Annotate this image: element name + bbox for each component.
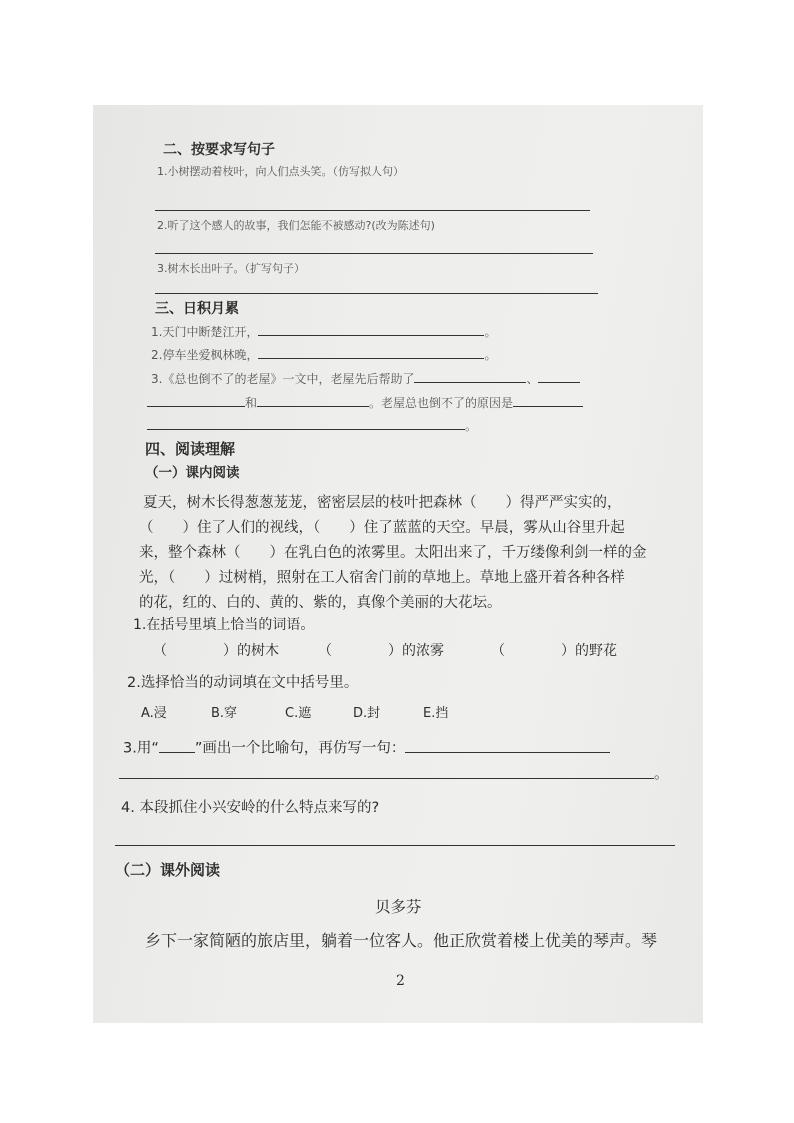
- option-e: E.挡: [423, 706, 449, 721]
- passage-line: 夏天，树木长得葱葱茏茏，密密层层的枝叶把森林（ ）得严严实实的，: [143, 495, 622, 511]
- fill-blank[interactable]: [405, 737, 610, 753]
- section3-question-3: 3.《总也倒不了的老屋》一文中，老屋先后帮助了 、: [151, 370, 580, 386]
- story-title: 贝多芬: [375, 898, 422, 916]
- section2-question-1: 1.小树摆动着枝叶，向人们点头笑。（仿写拟人句）: [157, 165, 404, 178]
- section4-title: 四、阅读理解: [145, 440, 236, 458]
- fill-blank[interactable]: [538, 370, 580, 383]
- section3-question-3-end: 。: [147, 417, 477, 433]
- fill-blank[interactable]: [258, 323, 484, 336]
- fill-blank[interactable]: [513, 394, 583, 407]
- fill-item-fog[interactable]: （ ）的浓雾: [318, 643, 444, 659]
- section3-question-3-cont: 和 。老屋总也倒不了的原因是: [147, 394, 583, 410]
- passage-line: 光，（ ）过树梢，照射在工人宿舍门前的草地上。草地上盛开着各种各样: [139, 570, 625, 586]
- section2-title: 二、按要求写句子: [163, 142, 275, 158]
- section3-question-1: 1.天门中断楚江开， 。: [151, 325, 497, 339]
- passage-line: （ ）住了人们的视线，（ ）住了蓝蓝的天空。早晨，雾从山谷里升起: [139, 520, 625, 536]
- reading-question-2: 2.选择恰当的动词填在文中括号里。: [127, 675, 359, 691]
- story-first-line: 乡下一家简陋的旅店里，躺着一位客人。他正欣赏着楼上优美的琴声。琴: [145, 931, 658, 950]
- underline-sample: [159, 737, 195, 753]
- option-c: C.遮: [285, 706, 312, 721]
- worksheet-page: [93, 105, 703, 1023]
- answer-line[interactable]: [155, 293, 598, 294]
- option-b: B.穿: [211, 706, 238, 721]
- fill-blank[interactable]: [147, 394, 245, 407]
- part2-title: （二）课外阅读: [115, 861, 221, 879]
- passage-line: 来，整个森林（ ）在乳白色的浓雾里。太阳出来了，千万缕像利剑一样的金: [139, 545, 647, 561]
- part1-title: （一）课内阅读: [145, 465, 240, 481]
- fill-blank[interactable]: [258, 346, 484, 359]
- answer-line[interactable]: [155, 253, 593, 254]
- section3-title: 三、日积月累: [155, 301, 239, 317]
- section2-question-2: 2.听了这个感人的故事，我们怎能不被感动?(改为陈述句): [157, 219, 435, 232]
- answer-line[interactable]: [115, 845, 675, 846]
- section3-question-2: 2.停车坐爱枫林晚， 。: [151, 348, 497, 362]
- fill-item-trees[interactable]: （ ）的树木: [153, 643, 279, 659]
- section2-question-3: 3.树木长出叶子。（扩写句子）: [157, 262, 305, 275]
- passage-line: 的花，红的、白的、黄的、紫的，真像个美丽的大花坛。: [139, 595, 502, 611]
- fill-blank[interactable]: [147, 417, 465, 430]
- reading-question-4: 4. 本段抓住小兴安岭的什么特点来写的?: [121, 800, 380, 816]
- answer-line[interactable]: [155, 210, 590, 211]
- fill-blank[interactable]: [414, 370, 526, 383]
- reading-question-1: 1.在括号里填上恰当的词语。: [133, 617, 315, 633]
- reading-question-3: 3.用“ ”画出一个比喻句，再仿写一句：: [123, 737, 610, 758]
- fill-blank[interactable]: [257, 394, 369, 407]
- reading-question-3-cont: 。: [119, 763, 669, 784]
- option-a: A.浸: [141, 706, 167, 721]
- page-number: 2: [396, 973, 405, 989]
- fill-item-flowers[interactable]: （ ）的野花: [491, 643, 617, 659]
- option-d: D.封: [353, 706, 381, 721]
- fill-blank[interactable]: [119, 763, 654, 779]
